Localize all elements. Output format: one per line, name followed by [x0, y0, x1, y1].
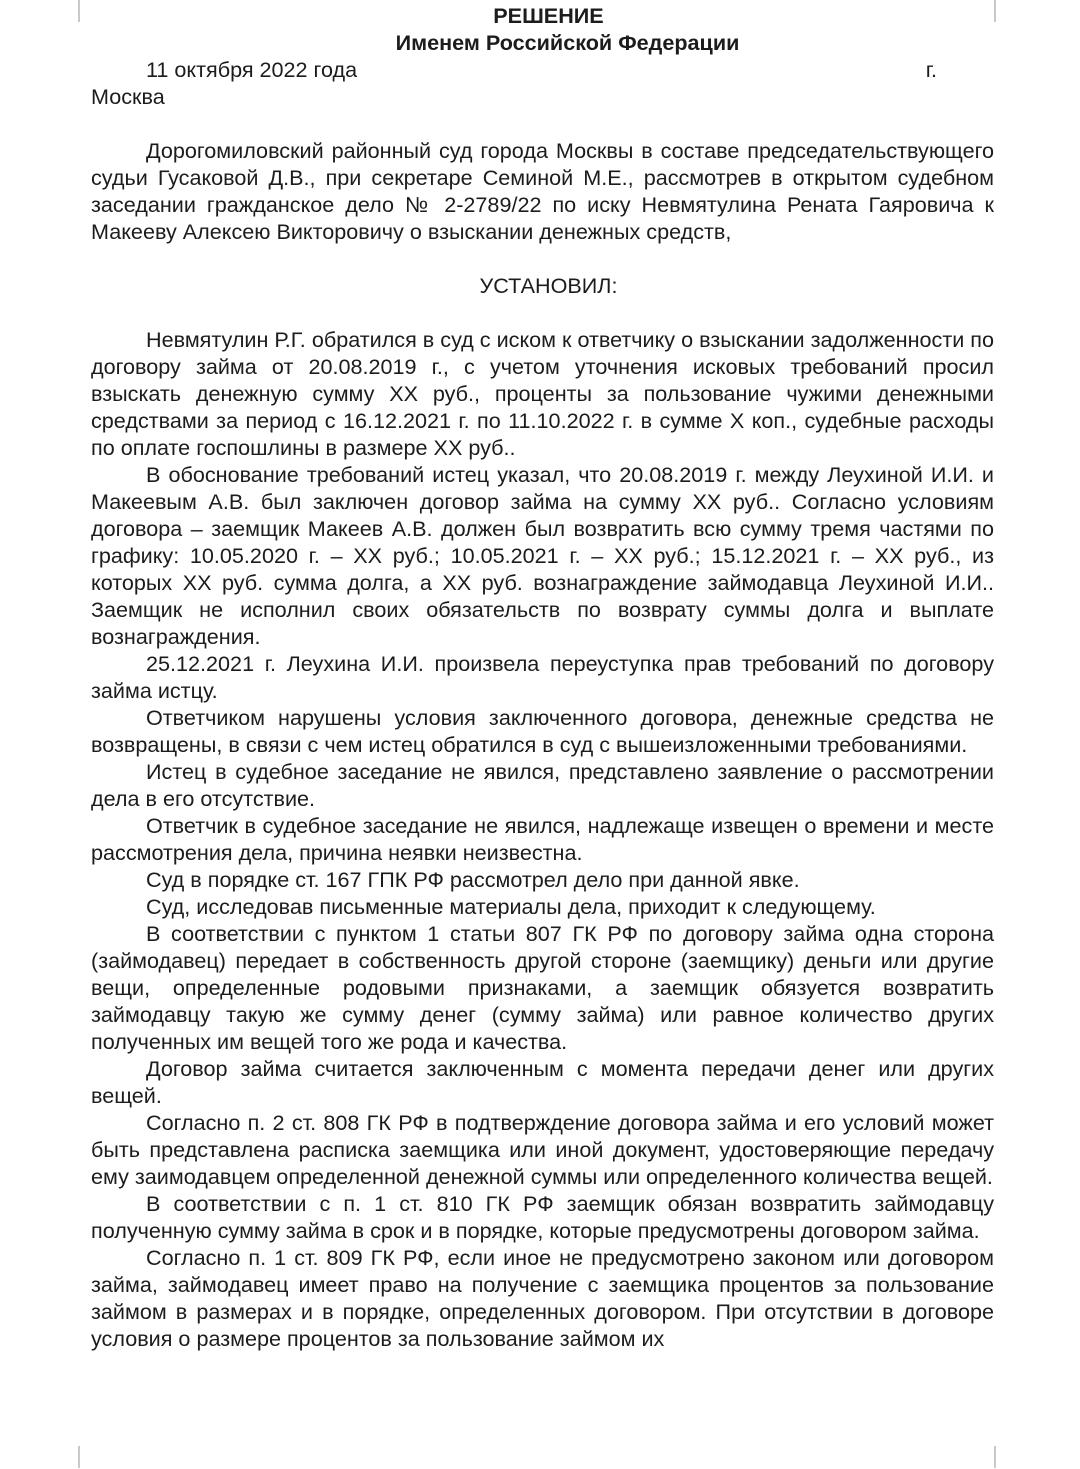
body-paragraph: Согласно п. 1 ст. 809 ГК РФ, если иное не предусмотрено законом или договором займа, займодавец имеет право на получение с заемщика процентов за пользование займом в размерах и в порядке, определенных договором. При отсутствии в договоре условия о размере процентов за пользование займом их	[91, 1245, 994, 1351]
body-paragraph: В обоснование требований истец указал, что 20.08.2019 г. между Леухиной И.И. и Макеевым А.В. был заключен договор займа на сумму ХХ руб.. Согласно условиям договора – заемщик Макеев А.В. должен был возвратить всю сумму тремя частями по графику: 10.05.2020 г. – ХХ руб.; 10.05.2021 г. – ХХ руб.; 15.12.2021 г. – ХХ руб., из которых ХХ руб. сумма долга, а ХХ руб. вознаграждение займодавца Леухиной И.И.. Заемщик не исполнил своих обязательств по возврату суммы долга и выплате вознаграждения.	[91, 462, 994, 649]
body-paragraph: Истец в судебное заседание не явился, представлено заявление о рассмотрении дела в его отсутствие.	[91, 759, 994, 811]
body-paragraph: Ответчик в судебное заседание не явился, надлежаще извещен о времени и месте рассмотрения дела, причина неявки неизвестна.	[91, 813, 994, 865]
page-corner-mark	[994, 0, 1018, 22]
section-heading: УСТАНОВИЛ:	[479, 273, 618, 298]
body-paragraph: Суд в порядке ст. 167 ГПК РФ рассмотрел дело при данной явке.	[146, 867, 800, 892]
body-paragraph: Ответчиком нарушены условия заключенного договора, денежные средства не возвращены, в связи с чем истец обратился в суд с вышеизложенными требованиями.	[91, 705, 994, 757]
date-line	[91, 56, 994, 83]
document-subtitle: Именем Российской Федерации	[395, 30, 740, 55]
body-paragraph: Договор займа считается заключенным с момента передачи денег или других вещей.	[91, 1056, 994, 1108]
intro-paragraph: Дорогомиловский районный суд города Москвы в составе председательствующего судьи Гусаковой Д.В., при секретаре Семиной М.Е., рассмотрев в открытом судебном заседании гражданское дело № 2-2789/22 по иску Невмятулина Рената Гаяровича к Макееву Алексею Викторовичу о взыскании денежных средств,	[91, 138, 994, 244]
city-prefix: г.	[925, 57, 937, 82]
decision-date: 11 октября 2022 года	[146, 57, 358, 82]
body-paragraph: Согласно п. 2 ст. 808 ГК РФ в подтверждение договора займа и его условий может быть представлена расписка заемщика или иной документ, удостоверяющие передачу ему заимодавцем определенной денежной суммы или определенного количества вещей.	[91, 1110, 994, 1189]
body-paragraph: В соответствии с пунктом 1 статьи 807 ГК РФ по договору займа одна сторона (займодавец) передает в собственность другой стороне (заемщику) деньги или другие вещи, определенные родовыми признаками, а заемщик обязуется возвратить займодавцу такую же сумму денег (сумму займа) или равное количество других полученных им вещей того же рода и качества.	[91, 921, 994, 1054]
body-paragraph: 25.12.2021 г. Леухина И.И. произвела переуступка прав требований по договору займа истцу.	[91, 651, 994, 703]
page-corner-mark	[56, 0, 80, 22]
document-title: РЕШЕНИЕ	[493, 3, 604, 28]
page-corner-mark	[994, 1446, 1018, 1468]
decision-city: Москва	[91, 84, 165, 109]
page-corner-mark	[56, 1446, 80, 1468]
body-paragraph: Суд, исследовав письменные материалы дела, приходит к следующему.	[146, 894, 876, 919]
document-body	[91, 2, 994, 1352]
body-paragraph: Невмятулин Р.Г. обратился в суд с иском к ответчику о взыскании задолженности по договору займа от 20.08.2019 г., с учетом уточнения исковых требований просил взыскать денежную сумму ХХ руб., проценты за пользование чужими денежными средствами за период с 16.12.2021 г. по 11.10.2022 г. в сумме Х коп., судебные расходы по оплате госпошлины в размере ХХ руб..	[91, 327, 994, 460]
body-paragraph: В соответствии с п. 1 ст. 810 ГК РФ заемщик обязан возвратить займодавцу полученную сумму займа в срок и в порядке, которые предусмотрены договором займа.	[91, 1191, 994, 1243]
